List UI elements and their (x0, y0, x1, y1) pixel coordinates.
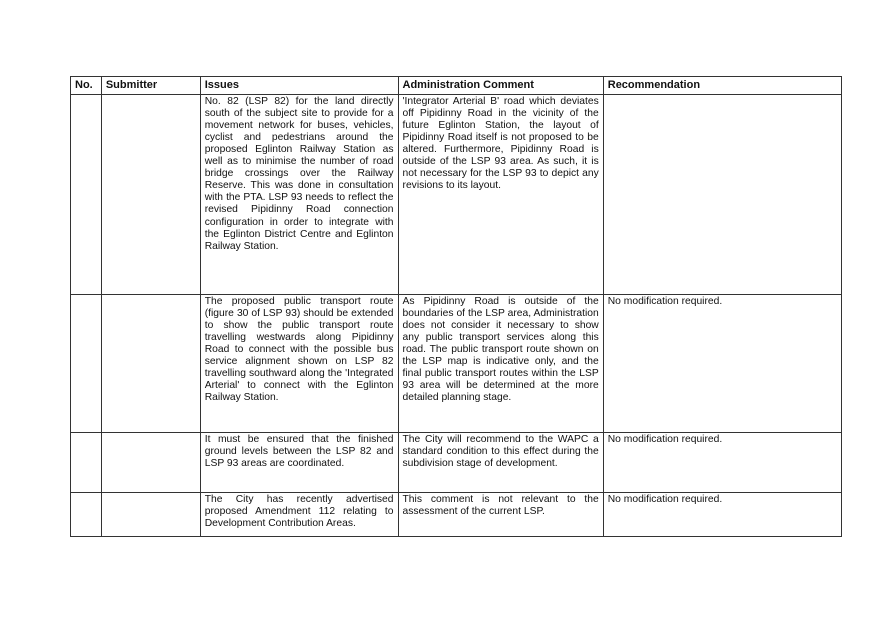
row-submitter (101, 433, 200, 493)
table-row (71, 433, 842, 493)
row-recommendation: No modification required. (603, 493, 841, 537)
row-issues: It must be ensured that the finished ground levels between the LSP 82 and LSP 93 areas are coordinated. (200, 433, 398, 493)
row-admin-comment: This comment is not relevant to the assessment of the current LSP. (398, 493, 603, 537)
table-row (71, 295, 842, 433)
row-recommendation: No modification required. (603, 295, 841, 433)
row-submitter (101, 493, 200, 537)
table-header-row (71, 77, 842, 95)
row-admin-comment: The City will recommend to the WAPC a standard condition to this effect during the subdivision stage of development. (398, 433, 603, 493)
row-admin-comment: As Pipidinny Road is outside of the boundaries of the LSP area, Administration does not consider it necessary to show any public transport services along this road. The public transport route shown on the LSP map is indicative only, and the final public transport routes within the LSP 93 area will be determined at the more detailed planning stage. (398, 295, 603, 433)
row-issues: No. 82 (LSP 82) for the land directly south of the subject site to provide for a movement network for buses, vehicles, cyclist and pedestrians around the proposed Eglinton Railway Station as well as to minimise the number of road bridge crossings over the Railway Reserve. This was done in consultation with the PTA. LSP 93 needs to reflect the revised Pipidinny Road connection configuration in order to integrate with the Eglinton District Centre and Eglinton Railway Station. (200, 95, 398, 295)
row-no (71, 493, 102, 537)
table-row (71, 493, 842, 537)
header-admin-comment: Administration Comment (398, 77, 603, 95)
row-no (71, 433, 102, 493)
row-recommendation: No modification required. (603, 433, 841, 493)
row-submitter (101, 295, 200, 433)
header-recommendation: Recommendation (603, 77, 841, 95)
header-issues: Issues (200, 77, 398, 95)
row-issues: The City has recently advertised proposed Amendment 112 relating to Development Contribution Areas. (200, 493, 398, 537)
row-issues: The proposed public transport route (figure 30 of LSP 93) should be extended to show the public transport route travelling westwards along Pipidinny Road to connect with the possible bus service alignment shown on LSP 82 travelling southward along the 'Integrated Arterial' to connect with the Eglinton Railway Station. (200, 295, 398, 433)
submissions-table (70, 76, 842, 537)
row-admin-comment: 'Integrator Arterial B' road which deviates off Pipidinny Road in the vicinity of the future Eglinton Station, the layout of Pipidinny Road itself is not proposed to be altered. Furthermore, Pipidinny Road is outside of the LSP 93 area. As such, it is not necessary for the LSP 93 to depict any revisions to its layout. (398, 95, 603, 295)
row-no (71, 295, 102, 433)
table-row (71, 95, 842, 295)
row-recommendation (603, 95, 841, 295)
header-submitter: Submitter (101, 77, 200, 95)
row-no (71, 95, 102, 295)
row-submitter (101, 95, 200, 295)
header-no: No. (71, 77, 102, 95)
